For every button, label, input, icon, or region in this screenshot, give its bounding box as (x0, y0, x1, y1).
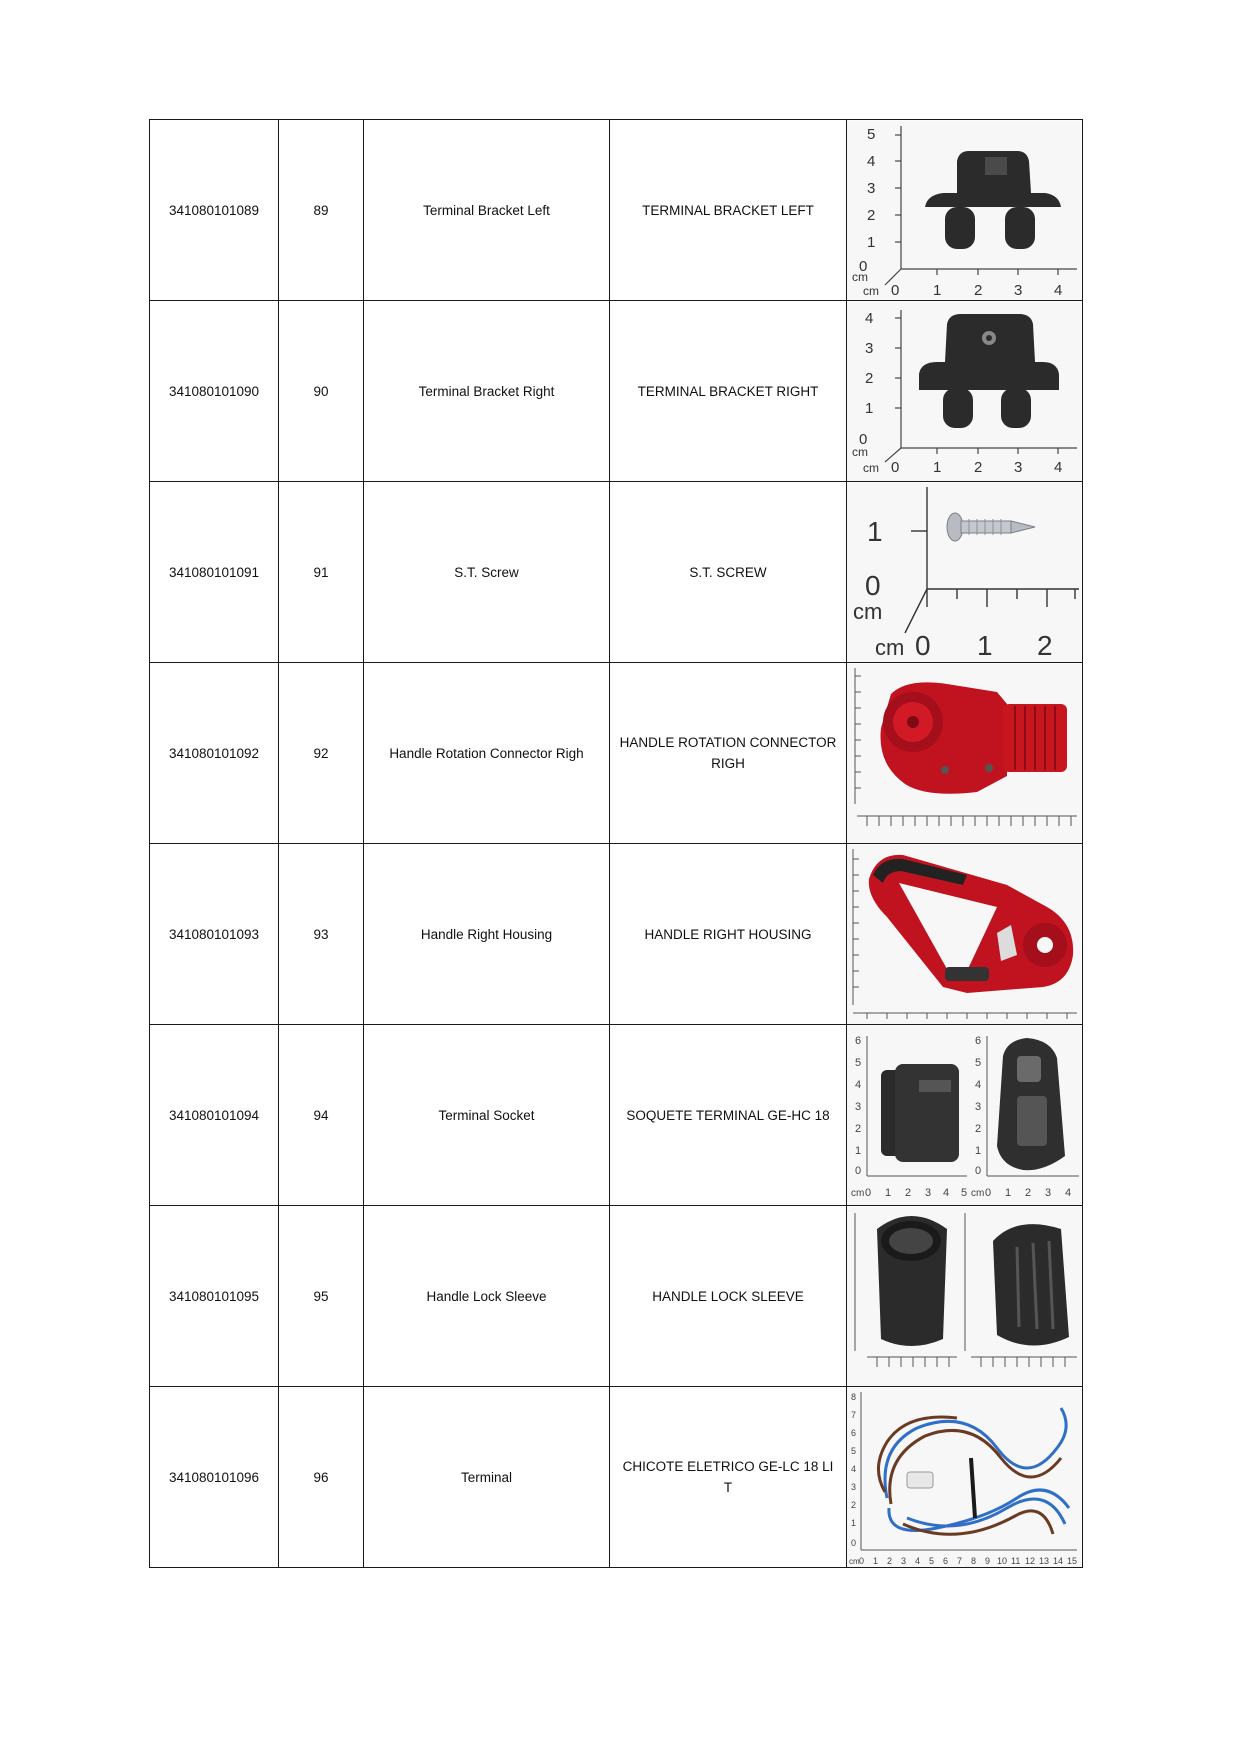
ruler-label: 4 (851, 1463, 857, 1474)
table-row (150, 482, 1083, 663)
article-number: 341080101094 (150, 1025, 279, 1206)
ruler-label: 2 (1025, 1186, 1032, 1199)
part-photo-cell (847, 1025, 1083, 1206)
ruler-label: 2 (1037, 629, 1053, 661)
ruler-label: 1 (851, 1517, 857, 1528)
ruler-label: 5 (855, 1056, 862, 1069)
position-number: 89 (279, 120, 364, 301)
ruler-label: 0 (851, 1537, 857, 1548)
article-number: 341080101089 (150, 120, 279, 301)
article-number: 341080101090 (150, 301, 279, 482)
part-photo-cell (847, 1206, 1083, 1387)
ruler-label: 1 (885, 1186, 892, 1199)
ruler-label: 0 (985, 1186, 992, 1199)
ruler-label: 4 (855, 1078, 862, 1091)
ruler-label: 1 (867, 233, 876, 251)
terminal-bracket-right-photo (847, 302, 1081, 481)
part-photo-cell (847, 482, 1083, 663)
ruler-label: 2 (851, 1499, 857, 1510)
ruler-label: 5 (961, 1186, 968, 1199)
position-number: 91 (279, 482, 364, 663)
ruler-label: 4 (1054, 281, 1063, 299)
part-name: Handle Lock Sleeve (364, 1206, 610, 1387)
part-photo-cell (847, 1387, 1083, 1568)
ruler-label: 12 (1025, 1555, 1036, 1566)
ruler-label: 5 (929, 1555, 935, 1566)
ruler-label: 3 (851, 1481, 857, 1492)
table-row (150, 120, 1083, 301)
part-name: Terminal Bracket Left (364, 120, 610, 301)
ruler-label: 2 (974, 281, 983, 299)
ruler-label: 3 (925, 1186, 932, 1199)
ruler-label: 3 (867, 179, 876, 197)
ruler-label: 5 (867, 125, 876, 143)
part-photo-cell (847, 663, 1083, 844)
ruler-label: 9 (985, 1555, 991, 1566)
ruler-label: 5 (975, 1056, 982, 1069)
part-name-upper: CHICOTE ELETRICO GE-LC 18 LI T (610, 1387, 847, 1568)
handle-rotation-connector-photo (847, 664, 1081, 843)
ruler-label: 3 (865, 339, 874, 357)
article-number: 341080101096 (150, 1387, 279, 1568)
ruler-unit: cm (875, 634, 905, 660)
table-row (150, 663, 1083, 844)
terminal-bracket-left-photo (847, 121, 1081, 300)
ruler-unit: cm (852, 444, 868, 459)
ruler-unit: cm (849, 1556, 860, 1566)
table-row (150, 1025, 1083, 1206)
ruler-label: 2 (887, 1555, 893, 1566)
ruler-label: 0 (865, 1186, 872, 1199)
part-name-upper: HANDLE ROTATION CONNECTOR RIGH (610, 663, 847, 844)
ruler-label: 1 (975, 1144, 982, 1157)
ruler-label: 2 (855, 1122, 862, 1135)
position-number: 93 (279, 844, 364, 1025)
ruler-label: 6 (943, 1555, 949, 1566)
ruler-unit: cm (851, 1187, 865, 1199)
ruler-label: 4 (1065, 1186, 1072, 1199)
part-photo-cell (847, 120, 1083, 301)
ruler-unit: cm (971, 1187, 985, 1199)
article-number: 341080101092 (150, 663, 279, 844)
ruler-label: 13 (1039, 1555, 1050, 1566)
ruler-label: 2 (975, 1122, 982, 1135)
ruler-label: 1 (855, 1144, 862, 1157)
part-name: Handle Right Housing (364, 844, 610, 1025)
parts-table (149, 119, 1083, 1568)
ruler-label: 0 (859, 430, 868, 448)
ruler-unit: cm (852, 269, 868, 284)
ruler-label: 11 (1011, 1555, 1021, 1566)
part-name-upper: HANDLE RIGHT HOUSING (610, 844, 847, 1025)
ruler-label: 1 (867, 515, 883, 547)
ruler-label: 4 (1054, 458, 1063, 476)
table-row (150, 1387, 1083, 1568)
table-row (150, 301, 1083, 482)
part-photo-cell (847, 844, 1083, 1025)
part-photo-cell (847, 301, 1083, 482)
ruler-label: 4 (915, 1555, 921, 1566)
ruler-label: 3 (855, 1100, 862, 1113)
ruler-label: 1 (865, 399, 874, 417)
ruler-label: 0 (859, 257, 868, 275)
ruler-label: 0 (915, 629, 931, 661)
ruler-label: 6 (851, 1427, 857, 1438)
ruler-label: 3 (1045, 1186, 1052, 1199)
position-number: 92 (279, 663, 364, 844)
ruler-label: 0 (855, 1164, 862, 1177)
ruler-unit: cm (863, 460, 879, 475)
ruler-label: 15 (1067, 1555, 1078, 1566)
part-name-upper: HANDLE LOCK SLEEVE (610, 1206, 847, 1387)
ruler-label: 3 (1014, 281, 1023, 299)
ruler-label: 7 (851, 1409, 857, 1420)
ruler-label: 0 (891, 281, 900, 299)
ruler-label: 4 (975, 1078, 982, 1091)
ruler-label: 3 (975, 1100, 982, 1113)
ruler-label: 3 (1014, 458, 1023, 476)
position-number: 95 (279, 1206, 364, 1387)
ruler-label: 1 (977, 629, 993, 661)
part-name: Terminal Bracket Right (364, 301, 610, 482)
ruler-label: 6 (975, 1034, 982, 1047)
table-row (150, 1206, 1083, 1387)
ruler-label: 3 (901, 1555, 907, 1566)
ruler-label: 10 (997, 1555, 1008, 1566)
ruler-label: 7 (957, 1555, 963, 1566)
position-number: 94 (279, 1025, 364, 1206)
ruler-label: 0 (859, 1555, 865, 1566)
article-number: 341080101093 (150, 844, 279, 1025)
article-number: 341080101095 (150, 1206, 279, 1387)
ruler-label: 2 (905, 1186, 912, 1199)
handle-lock-sleeve-photo (847, 1207, 1081, 1386)
ruler-label: 14 (1053, 1555, 1064, 1566)
article-number: 341080101091 (150, 482, 279, 663)
terminal-socket-photo (847, 1026, 1081, 1205)
ruler-label: 0 (975, 1164, 982, 1177)
ruler-label: 1 (1005, 1186, 1012, 1199)
ruler-label: 4 (865, 309, 874, 327)
ruler-label: 1 (933, 281, 942, 299)
table-row (150, 844, 1083, 1025)
ruler-label: 8 (971, 1555, 977, 1566)
position-number: 96 (279, 1387, 364, 1568)
ruler-label: 0 (891, 458, 900, 476)
ruler-label: 6 (855, 1034, 862, 1047)
ruler-unit: cm (853, 598, 883, 624)
ruler-label: 4 (867, 152, 876, 170)
ruler-label: 4 (943, 1186, 950, 1199)
part-name-upper: SOQUETE TERMINAL GE-HC 18 (610, 1025, 847, 1206)
position-number: 90 (279, 301, 364, 482)
part-name: Terminal (364, 1387, 610, 1568)
ruler-label: 2 (867, 206, 876, 224)
ruler-label: 1 (873, 1555, 879, 1566)
part-name: Handle Rotation Connector Righ (364, 663, 610, 844)
ruler-label: 2 (865, 369, 874, 387)
part-name-upper: TERMINAL BRACKET RIGHT (610, 301, 847, 482)
ruler-label: 2 (974, 458, 983, 476)
ruler-label: 0 (865, 569, 881, 601)
ruler-label: 8 (851, 1391, 857, 1402)
parts-table-body (150, 120, 1083, 1568)
part-name-upper: S.T. SCREW (610, 482, 847, 663)
part-name: S.T. Screw (364, 482, 610, 663)
wire-harness-photo (847, 1388, 1081, 1567)
part-name-upper: TERMINAL BRACKET LEFT (610, 120, 847, 301)
handle-right-housing-photo (847, 845, 1081, 1024)
screw-photo (847, 483, 1081, 662)
ruler-label: 1 (933, 458, 942, 476)
ruler-label: 5 (851, 1445, 857, 1456)
ruler-unit: cm (863, 283, 879, 298)
part-name: Terminal Socket (364, 1025, 610, 1206)
